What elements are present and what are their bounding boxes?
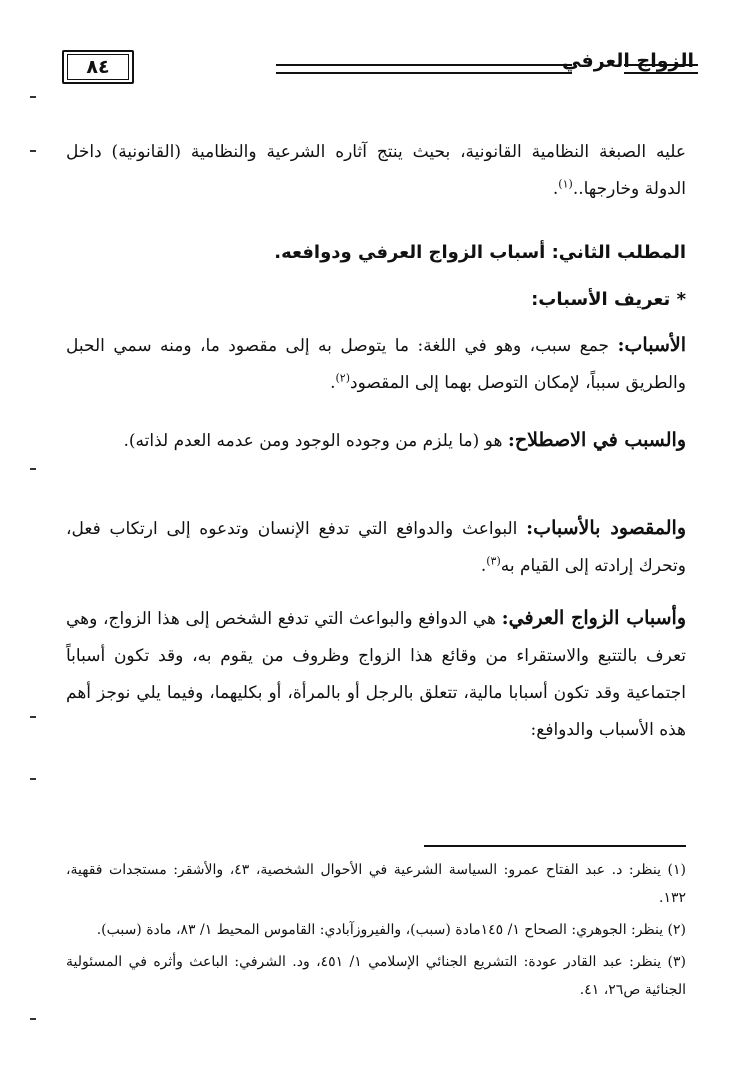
paragraph-text: هو (ما يلزم من وجوده الوجود ومن عدمه العدم لذاته). xyxy=(123,431,508,451)
paragraph-text: البواعث والدوافع التي تدفع الإنسان وتدعوه إلى ارتكاب فعل، وتحرك إرادته إلى القيام به xyxy=(66,519,686,576)
paragraph-text: هي الدوافع والبواعث التي تدفع الشخص إلى هذا الزواج، وهي تعرف بالتتبع والاستقراء من وقائع هذا الزواج وظروف من يقوم به، وقد تكون أسباباً اجتماعية وقد تكون أسبابا مالية، تتعلق بالرجل أو بالمرأة، أو بكليهما، وفيما يلي نوجز أهم هذه الأسباب والدوافع: xyxy=(66,609,686,740)
subsection-heading: * تعريف الأسباب: xyxy=(531,289,686,310)
term-lead: والسبب في الاصطلاح: xyxy=(507,429,686,451)
term-lead: والمقصود بالأسباب: xyxy=(526,517,687,539)
running-header xyxy=(62,44,698,92)
footnote-separator xyxy=(424,845,686,847)
running-title: الزواج العرفي xyxy=(562,50,694,72)
margin-mark xyxy=(30,1018,36,1020)
page-number-box xyxy=(62,50,134,84)
paragraph-text: جمع سبب، وهو في اللغة: ما يتوصل به إلى مقصود ما، ومنه سمي الحبل والطريق سبباً، لإمكان التوصل بهما إلى المقصود xyxy=(66,336,686,393)
definition-paragraph-istilah xyxy=(66,422,686,460)
margin-mark xyxy=(30,96,36,98)
definition-paragraph-asbab: الأسباب: جمع سبب، وهو في اللغة: ما يتوصل به إلى مقصود ما، ومنه سمي الحبل والطريق سبباً، لإمكان التوصل بهما إلى المقصود$^{(٢)}$. xyxy=(66,334,686,393)
footnote-2: (٢) ينظر: الجوهري: الصحاح ١/ ١٤٥مادة (سبب)، والفيروزآبادي: القاموس المحيط ١/ ٨٣، مادة (سبب). xyxy=(96,922,686,938)
header-rule-short xyxy=(624,64,698,74)
footnote-1: (١) ينظر: د. عبد الفتاح عمرو: السياسة الشرعية في الأحوال الشخصية، ٤٣، والأشقر: مستجدات فقهية، ١٣٢. xyxy=(66,862,686,906)
term-lead: وأسباب الزواج العرفي: xyxy=(501,607,687,629)
paragraph-continuation: عليه الصبغة النظامية القانونية، بحيث ينتج آثاره الشرعية والنظامية (القانونية) داخل الدولة وخارجها..$^{(١)}$. xyxy=(66,142,686,199)
margin-mark xyxy=(30,150,36,152)
term-lead: الأسباب: xyxy=(617,334,686,356)
footnote-ref-1: (١) xyxy=(558,177,573,191)
definition-paragraph-urfi xyxy=(66,600,686,749)
footnote-ref-3: (٣) xyxy=(486,554,501,568)
footnote-ref-2: (٢) xyxy=(335,371,350,385)
footnotes xyxy=(66,856,686,1008)
header-rule xyxy=(276,64,572,74)
margin-mark xyxy=(30,468,36,470)
footnote-3: (٣) ينظر: عبد القادر عودة: التشريع الجنائي الإسلامي ١/ ٤٥١، ود. الشرفي: الباعث وأثره في المسئولية الجنائية ص٢٦، ٤١. xyxy=(66,954,686,998)
paragraph-text: عليه الصبغة النظامية القانونية، بحيث ينتج آثاره الشرعية والنظامية (القانونية) داخل الدولة وخارجها.. xyxy=(66,142,686,199)
margin-mark xyxy=(30,716,36,718)
margin-mark xyxy=(30,778,36,780)
page-number: ٨٤ xyxy=(86,56,110,78)
section-heading: المطلب الثاني: أسباب الزواج العرفي ودوافعه. xyxy=(274,242,686,263)
definition-paragraph-maqsud: والمقصود بالأسباب: البواعث والدوافع التي تدفع الإنسان وتدعوه إلى ارتكاب فعل، وتحرك إرادته إلى القيام به$^{(٣)}$. xyxy=(66,517,687,576)
